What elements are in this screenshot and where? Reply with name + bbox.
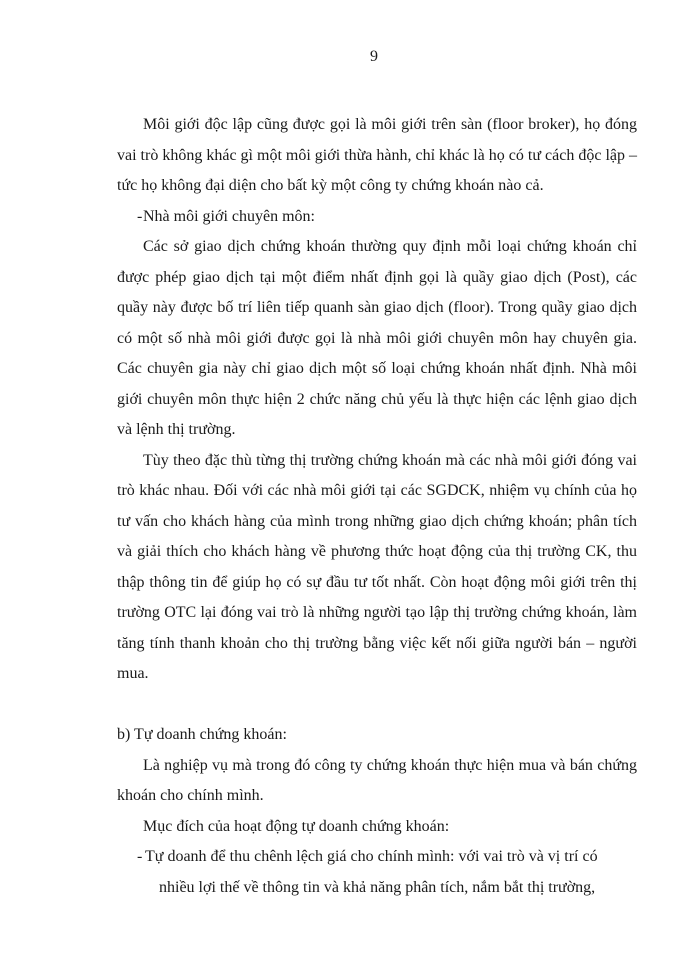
paragraph-proprietary-definition: Là nghiệp vụ mà trong đó công ty chứng khoán thực hiện mua và bán chứng khoán cho chính mình. [117, 756, 637, 804]
paragraph-broker-roles: Tùy theo đặc thù từng thị trường chứng khoán mà các nhà môi giới đóng vai trò khác nhau. Đối với các nhà môi giới tại các SGDCK, nhiệm vụ chính của họ tư vấn cho khách hàng của mình trong những giao dịch chứng khoán; phân tích và giải thích cho khách hàng về phương thức hoạt động của thị trường CK, thu thập thông tin để giúp họ có sự đầu tư tốt nhất. Còn hoạt động môi giới trên thị trường OTC lại đóng vai trò là những người tạo lập thị trường chứng khoán, làm tăng tính thanh khoản cho thị trường bằng việc kết nối giữa người bán – người mua. [117, 451, 637, 682]
list-item-continuation: nhiều lợi thế về thông tin và khả năng phân tích, nắm bắt thị trường, [159, 878, 596, 896]
paragraph-proprietary-purpose: Mục đích của hoạt động tự doanh chứng khoán: [143, 817, 450, 835]
list-item-specialist-broker [117, 202, 637, 233]
page-number: 9 [370, 48, 378, 65]
paragraph-spacer [117, 690, 637, 721]
paragraph-specialist-description: Các sở giao dịch chứng khoán thường quy định mỗi loại chứng khoán chỉ được phép giao dịch tại một điểm nhất định gọi là quầy giao dịch (Post), các quầy này được bố trí liên tiếp quanh sàn giao dịch (floor). Trong quầy giao dịch có một số nhà môi giới được gọi là nhà môi giới chuyên môn hay chuyên gia. Các chuyên gia này chỉ giao dịch một số loại chứng khoán nhất định. Nhà môi giới chuyên môn thực hiện 2 chức năng chủ yếu là thực hiện các lệnh giao dịch và lệnh thị trường. [117, 238, 637, 438]
document-body [117, 110, 637, 903]
list-item-line: Tự doanh để thu chênh lệch giá cho chính mình: với vai trò và vị trí có [145, 848, 598, 865]
section-heading-proprietary-trading: b) Tự doanh chứng khoán: [117, 726, 287, 743]
paragraph-independent-broker: Môi giới độc lập cũng được gọi là môi giới trên sàn (floor broker), họ đóng vai trò không khác gì một môi giới thừa hành, chỉ khác là họ có tư cách độc lập – tức họ không đại diện cho bất kỳ một công ty chứng khoán nào cả. [117, 116, 637, 194]
list-item-label: Nhà môi giới chuyên môn: [143, 207, 315, 225]
list-item-price-difference [117, 842, 637, 873]
dash-bullet-icon: - [137, 848, 143, 865]
dash-bullet-icon: - [137, 207, 143, 225]
